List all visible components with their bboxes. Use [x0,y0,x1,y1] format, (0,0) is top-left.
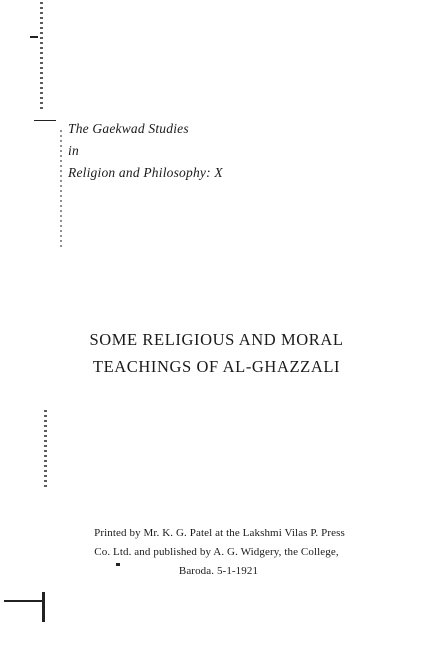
scan-gutter-mark [44,410,47,490]
imprint-line-3: Baroda. 5-1-1921 [178,565,259,577]
book-title-line-1: SOME RELIGIOUS AND MORAL [89,330,344,349]
scan-speck [42,592,45,622]
book-title-line-2: TEACHINGS OF AL-GHAZZALI [92,357,341,376]
scan-gutter-mark [60,130,62,250]
printer-imprint [0,524,433,581]
imprint-line-1: Printed by Mr. K. G. Patel at the Lakshmi Vilas P. Press [94,527,345,539]
scan-speck [4,600,44,602]
scan-gutter-mark [40,2,43,112]
series-subject: Religion and Philosophy: X [68,165,223,180]
book-title [0,326,433,380]
series-connector: in [68,143,79,158]
imprint-line-2: Co. Ltd. and published by A. G. Widgery, the College, [94,546,339,558]
scan-speck [30,36,38,38]
scan-speck [34,120,56,121]
series-name: The Gaekwad Studies [68,121,189,136]
series-heading [68,118,223,184]
